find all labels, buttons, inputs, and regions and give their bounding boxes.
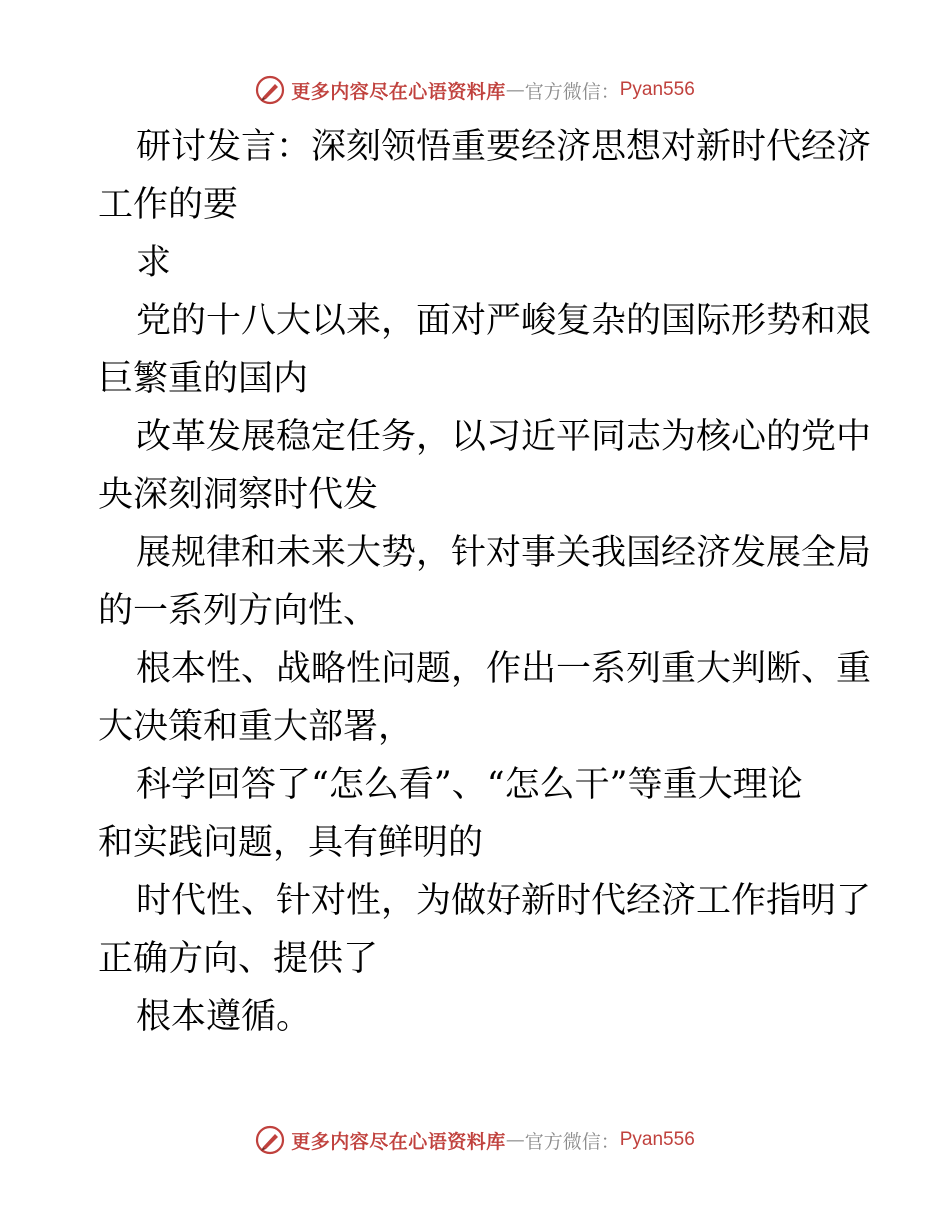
text-line: 央深刻洞察时代发 xyxy=(98,475,379,515)
text-line: 研讨发言：深刻领悟重要经济思想对新时代经济 xyxy=(136,127,872,167)
text-line: 求 xyxy=(136,243,172,283)
pen-logo-icon xyxy=(255,1125,285,1155)
text-line: 的一系列方向性、 xyxy=(98,591,379,631)
banner-wechat-id: Pyan556 xyxy=(619,1129,695,1150)
banner-dash: — xyxy=(505,1129,525,1151)
banner-text: 更多内容尽在心语资料库 xyxy=(291,1130,506,1153)
text-line: 和实践问题，具有鲜明的 xyxy=(98,823,484,863)
text-line: 正确方向、提供了 xyxy=(98,939,379,979)
footer-watermark-banner xyxy=(0,1120,950,1160)
text-line: 大决策和重大部署， xyxy=(98,707,414,747)
text-line: 展规律和未来大势，针对事关我国经济发展全局 xyxy=(136,533,872,573)
text-line: 巨繁重的国内 xyxy=(98,359,309,399)
text-line: 科学回答了“怎么看”、“怎么干”等重大理论 xyxy=(136,765,803,805)
banner-official-label: 官方微信： xyxy=(524,80,620,103)
text-line: 改革发展稳定任务，以习近平同志为核心的党中 xyxy=(136,417,872,457)
text-line: 工作的要 xyxy=(98,185,239,225)
banner-official-label: 官方微信： xyxy=(524,1130,620,1153)
text-line: 党的十八大以来，面对严峻复杂的国际形势和艰 xyxy=(136,301,872,341)
document-body xyxy=(98,118,872,1046)
banner-dash: — xyxy=(505,79,525,101)
text-line: 根本性、战略性问题，作出一系列重大判断、重 xyxy=(136,649,872,689)
header-watermark-banner xyxy=(0,70,950,110)
banner-text: 更多内容尽在心语资料库 xyxy=(291,80,506,103)
banner-wechat-id: Pyan556 xyxy=(619,79,695,100)
text-line: 根本遵循。 xyxy=(136,997,312,1037)
pen-logo-icon xyxy=(255,75,285,105)
text-line: 时代性、针对性，为做好新时代经济工作指明了 xyxy=(136,881,872,921)
